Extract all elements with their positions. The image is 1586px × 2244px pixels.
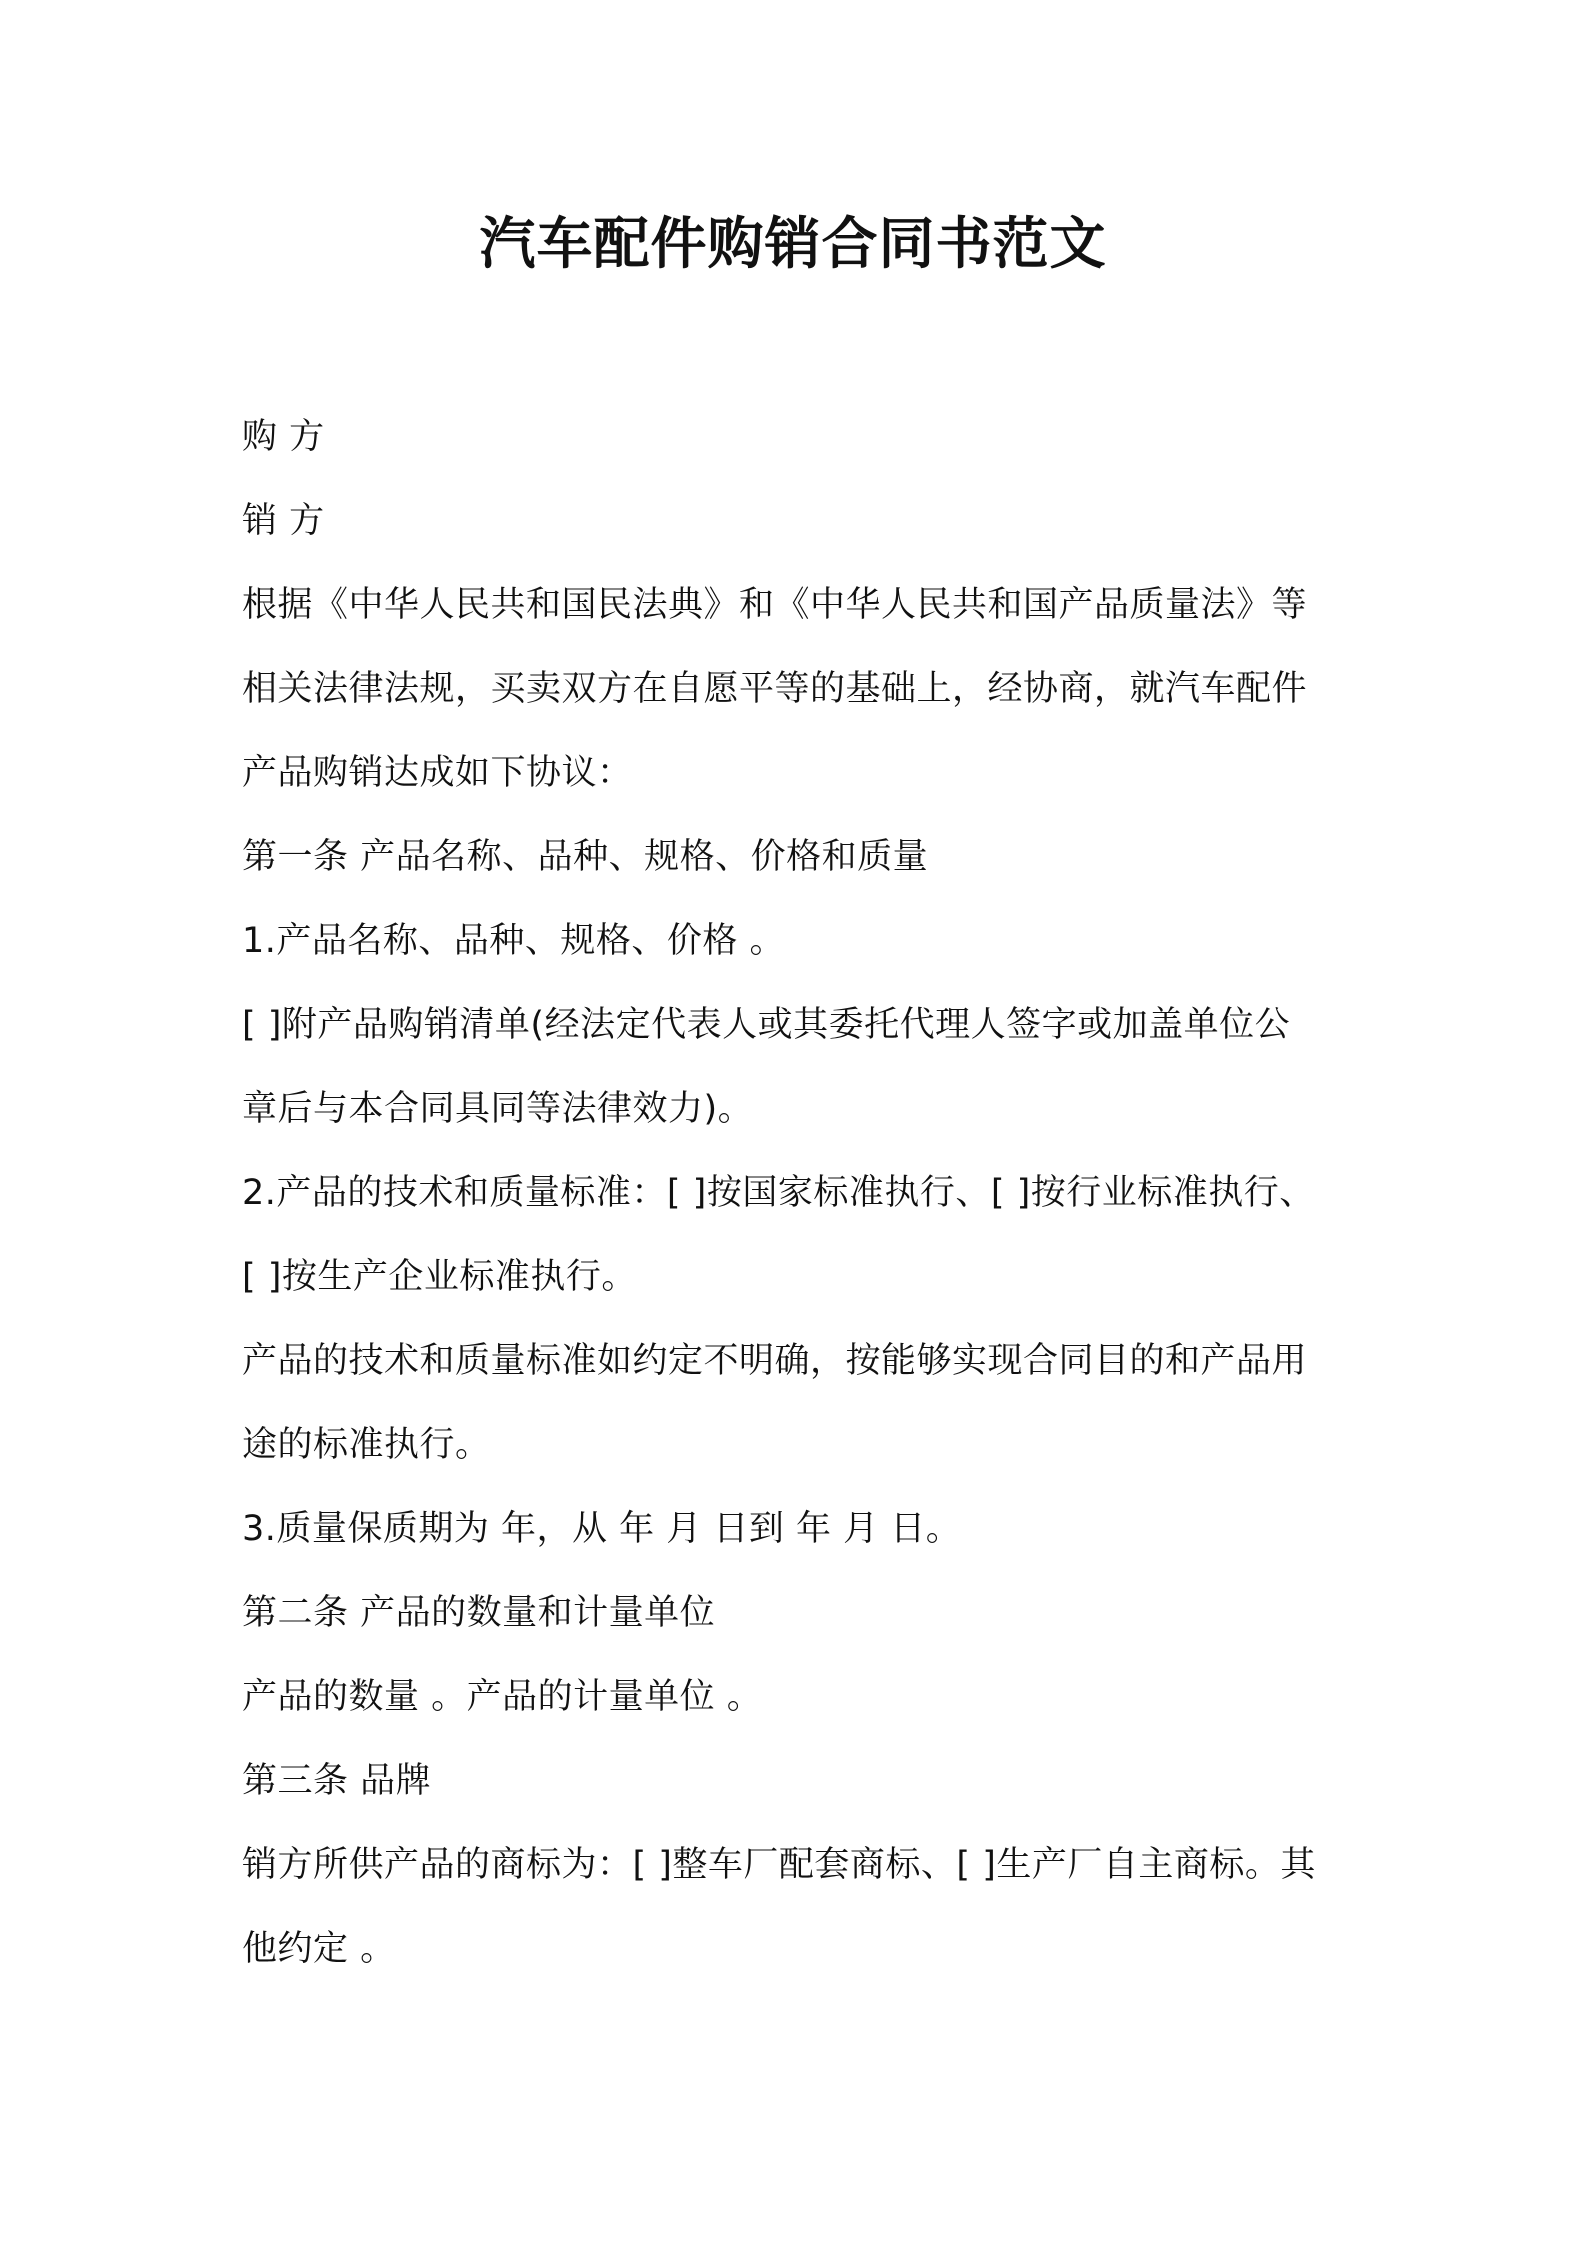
- clause-line: [ ]按生产企业标准执行。: [242, 1257, 637, 1297]
- paragraph-line: 相关法律法规，买卖双方在自愿平等的基础上，经协商，就汽车配件: [242, 669, 1308, 709]
- paragraph-line: 产品购销达成如下协议：: [242, 753, 633, 793]
- document-title: 汽车配件购销合同书范文: [479, 212, 1107, 277]
- clause-line: 3.质量保质期为 年，从 年 月 日到 年 月 日。: [242, 1509, 962, 1549]
- article-2-heading: 第二条 产品的数量和计量单位: [242, 1593, 716, 1633]
- clause-line: 产品的数量 。产品的计量单位 。: [242, 1677, 763, 1717]
- clause-line: 章后与本合同具同等法律效力)。: [242, 1089, 754, 1129]
- seller-label: 销 方: [242, 501, 325, 541]
- clause-line: 产品的技术和质量标准如约定不明确，按能够实现合同目的和产品用: [242, 1341, 1308, 1381]
- buyer-label: 购 方: [242, 417, 325, 457]
- clause-line: 2.产品的技术和质量标准：[ ]按国家标准执行、[ ]按行业标准执行、: [242, 1173, 1315, 1213]
- clause-line: 1.产品名称、品种、规格、价格 。: [242, 921, 786, 961]
- clause-line: 销方所供产品的商标为：[ ]整车厂配套商标、[ ]生产厂自主商标。其: [242, 1845, 1316, 1885]
- clause-line: 他约定 。: [242, 1929, 396, 1969]
- clause-line: 途的标准执行。: [242, 1425, 491, 1465]
- clause-line: [ ]附产品购销清单(经法定代表人或其委托代理人签字或加盖单位公: [242, 1005, 1291, 1045]
- article-1-heading: 第一条 产品名称、品种、规格、价格和质量: [242, 837, 929, 877]
- paragraph-line: 根据《中华人民共和国民法典》和《中华人民共和国产品质量法》等: [242, 585, 1308, 625]
- article-3-heading: 第三条 品牌: [242, 1761, 432, 1801]
